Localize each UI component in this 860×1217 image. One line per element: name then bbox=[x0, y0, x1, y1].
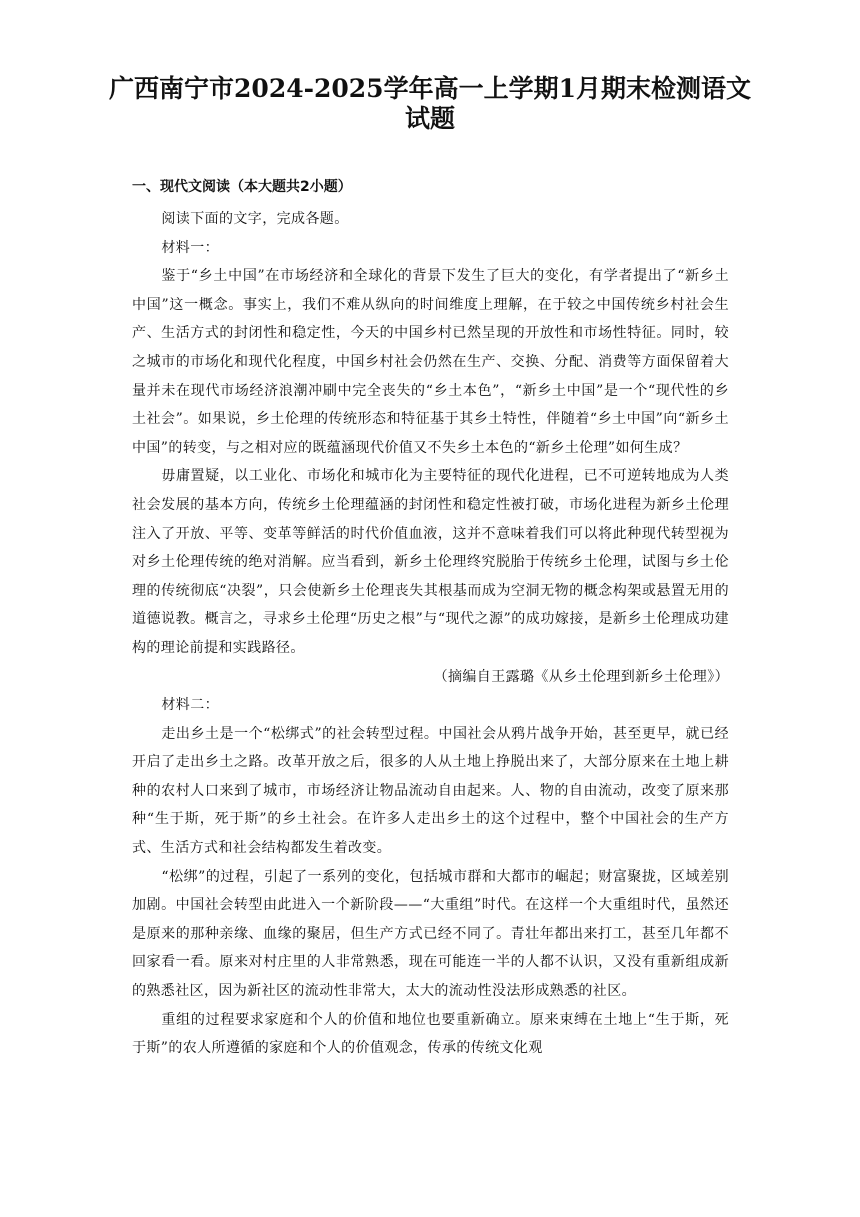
material1-source: （摘编自王露璐《从乡土伦理到新乡土伦理》） bbox=[433, 668, 729, 685]
material1-paragraph-1: 鉴于“乡土中国”在市场经济和全球化的背景下发生了巨大的变化，有学者提出了“新乡土中国”这一概念。事实上，我们不难从纵向的时间维度上理解，在于较之中国传统乡村社会生产、生活方式的封闭性和稳定性，今天的中国乡村已然呈现的开放性和市场性特征。同时，较之城市的市场化和现代化程度，中国乡村社会仍然在生产、交换、分配、消费等方面保留着大量并未在现代市场经济浪潮冲刷中完全丧失的“乡土本色”，“新乡土中国”是一个“现代性的乡土社会”。如果说，乡土伦理的传统形态和特征基于其乡土特性，伴随着“乡土中国”向“新乡土中国”的转变，与之相对应的既蕴涵现代价值又不失乡土本色的“新乡土伦理”如何生成？ bbox=[132, 268, 729, 456]
material2-paragraph-2: “松绑”的过程，引起了一系列的变化，包括城市群和大都市的崛起；财富聚拢，区域差别加剧。中国社会转型由此进入一个新阶段——“大重组”时代。在这样一个大重组时代，虽然还是原来的那种亲缘、血缘的聚居，但生产方式已经不同了。青壮年都出来打工，甚至几年都不回家看一看。原来对村庄里的人非常熟悉，现在可能连一半的人都不认识，又没有重新组成新的熟悉社区，因为新社区的流动性非常大，太大的流动性没法形成熟悉的社区。 bbox=[132, 868, 729, 1000]
instruction-text: 阅读下面的文字，完成各题。 bbox=[161, 211, 349, 227]
material2-paragraph-1: 走出乡土是一个“松绑式”的社会转型过程。中国社会从鸦片战争开始，甚至更早，就已经开启了走出乡土之路。改革开放之后，很多的人从土地上挣脱出来了，大部分原来在土地上耕种的农村人口来到了城市，市场经济让物品流动自由起来。人、物的自由流动，改变了原来那种“生于斯，死于斯”的乡土社会。在许多人走出乡土的这个过程中，整个中国社会的生产方式、生活方式和社会结构都发生着改变。 bbox=[132, 725, 729, 857]
material2-paragraph-3: 重组的过程要求家庭和个人的价值和地位也要重新确立。原来束缚在土地上“生于斯，死于斯”的农人所遵循的家庭和个人的价值观念，传承的传统文化观 bbox=[132, 1011, 729, 1057]
document-title: 广西南宁市2024-2025学年高一上学期1月期末检测语文试题 bbox=[109, 74, 751, 133]
reading-passage bbox=[132, 205, 729, 1063]
material2-label: 材料二： bbox=[161, 697, 219, 714]
material1-label: 材料一： bbox=[161, 239, 219, 256]
material1-paragraph-2: 毋庸置疑，以工业化、市场化和城市化为主要特征的现代化进程，已不可逆转地成为人类社会发展的基本方向，传统乡土伦理蕴涵的封闭性和稳定性被打破，市场化进程为新乡土伦理注入了开放、平等、变革等鲜活的时代价值血液，这并不意味着我们可以将此种现代转型视为对乡土伦理传统的绝对消解。应当看到，新乡土伦理终究脱胎于传统乡土伦理，试图与乡土伦理的传统彻底“决裂”，只会使新乡土伦理丧失其根基而成为空洞无物的概念构架或悬置无用的道德说教。概言之，寻求乡土伦理“历史之根”与“现代之源”的成功嫁接，是新乡土伦理成功建构的理论前提和实践路径。 bbox=[132, 468, 729, 656]
section-heading: 一、现代文阅读（本大题共2小题） bbox=[132, 179, 352, 195]
